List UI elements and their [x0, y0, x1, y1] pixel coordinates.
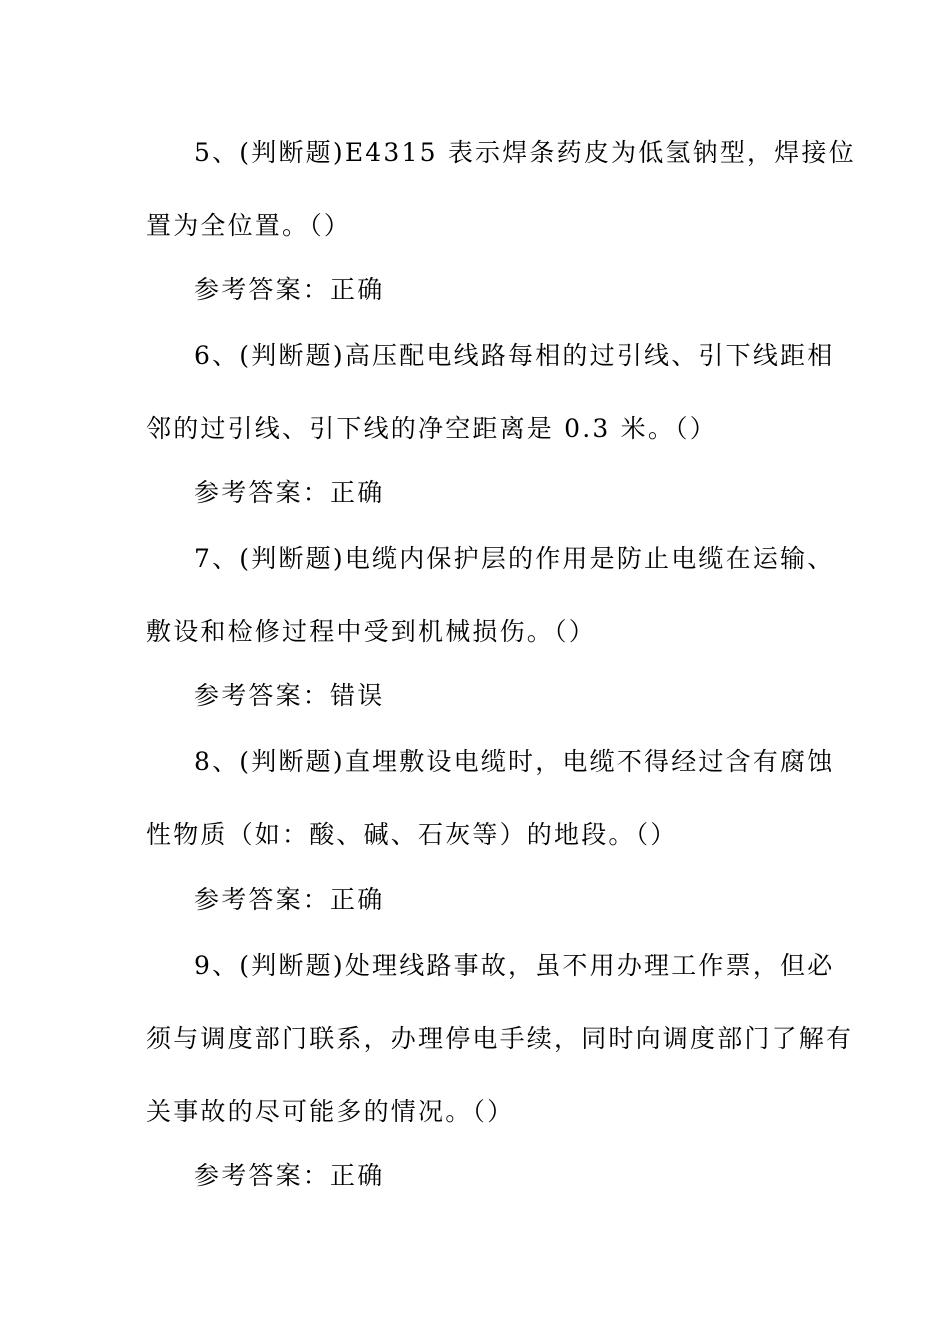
- question-9-line-2: 须与调度部门联系，办理停电手续，同时向调度部门了解有: [146, 1024, 854, 1053]
- question-5-answer: 参考答案：正确: [194, 275, 385, 304]
- question-9-answer: 参考答案：正确: [194, 1161, 385, 1190]
- question-5-line-2: 置为全位置。（）: [146, 211, 352, 240]
- question-7-line-1: 7、(判断题)电缆内保护层的作用是防止电缆在运输、: [194, 544, 835, 573]
- question-5-line-1: 5、(判断题)E4315 表示焊条药皮为低氢钠型，焊接位: [194, 138, 856, 167]
- question-8-line-2: 性物质（如：酸、碱、石灰等）的地段。（）: [146, 820, 678, 849]
- question-7-answer: 参考答案：错误: [194, 681, 385, 710]
- question-7-line-2: 敷设和检修过程中受到机械损伤。（）: [146, 617, 596, 646]
- question-6-answer: 参考答案：正确: [194, 478, 385, 507]
- question-6-line-2: 邻的过引线、引下线的净空距离是 0.3 米。（）: [146, 414, 717, 443]
- question-8-answer: 参考答案：正确: [194, 885, 385, 914]
- question-9-line-3: 关事故的尽可能多的情况。（）: [146, 1097, 515, 1126]
- question-6-line-1: 6、(判断题)高压配电线路每相的过引线、引下线距相: [194, 341, 835, 370]
- question-8-line-1: 8、(判断题)直埋敷设电缆时，电缆不得经过含有腐蚀: [194, 747, 835, 776]
- question-9-line-1: 9、(判断题)处理线路事故，虽不用办理工作票，但必: [194, 951, 835, 980]
